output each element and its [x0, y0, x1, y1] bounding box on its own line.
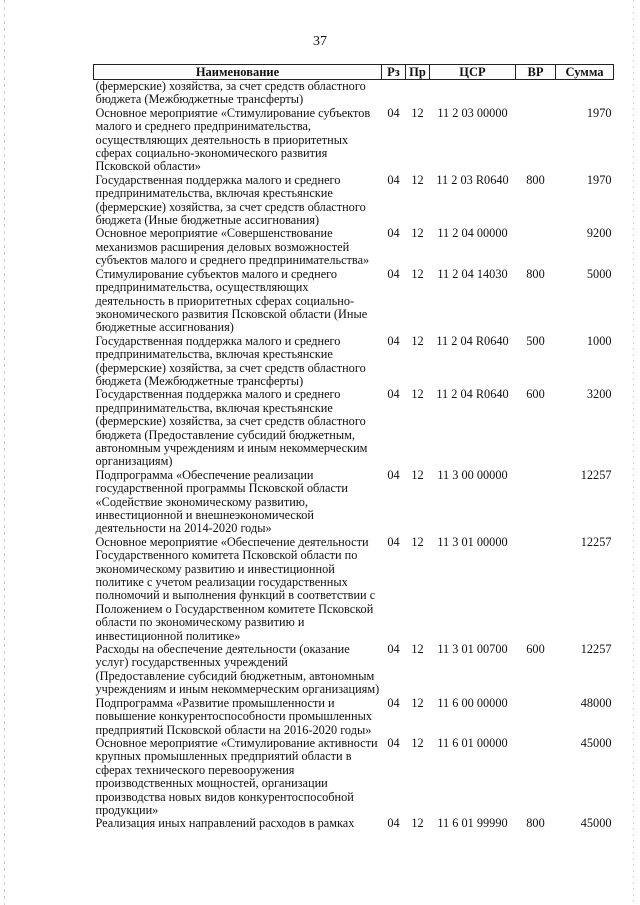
row-csr: 11 2 04 00000 — [437, 226, 508, 241]
row-csr: 11 3 01 00000 — [437, 534, 508, 549]
row-pr: 12 — [411, 735, 424, 750]
row-csr: 11 6 00 00000 — [437, 695, 508, 710]
row-name: Основное мероприятие «Стимулирование активности крупных промышленных предприятий области в сферах технического перевооружения производственных мощностей, организации производства новых видов конкурентоспособной продукции» — [95, 735, 378, 817]
table-row — [94, 80, 614, 107]
row-csr: 11 3 00 00000 — [437, 467, 508, 482]
row-csr: 11 6 01 00000 — [437, 735, 508, 750]
row-sum: 12257 — [580, 642, 612, 657]
row-vr — [516, 737, 556, 817]
row-vr: 800 — [526, 266, 545, 281]
row-csr: 11 2 04 R0640 — [436, 387, 509, 402]
row-name: Государственная поддержка малого и среднего предпринимательства, включая крестьянские (фермерские) хозяйства, за счет средств областного бюджета (Иные бюджетные ассигнования) — [95, 172, 366, 228]
table-row — [94, 335, 614, 389]
row-vr: 600 — [526, 387, 545, 402]
row-rz: 04 — [387, 735, 400, 750]
row-csr — [430, 80, 516, 107]
table-row — [94, 227, 614, 267]
row-rz: 04 — [387, 534, 400, 549]
row-pr: 12 — [411, 642, 424, 657]
row-rz: 04 — [387, 467, 400, 482]
row-csr: 11 2 04 R0640 — [436, 333, 509, 348]
row-name: Государственная поддержка малого и среднего предпринимательства, включая крестьянские (фермерские) хозяйства, за счет средств областного бюджета (Предоставление субсидий бюджетным, автономным учреждениям и иным некоммерческим организациям) — [95, 387, 368, 469]
row-vr — [516, 536, 556, 643]
row-sum: 9200 — [586, 226, 612, 241]
row-pr: 12 — [411, 226, 424, 241]
row-rz — [382, 80, 406, 107]
row-rz: 04 — [387, 105, 400, 120]
header-name: Наименование — [94, 65, 382, 80]
row-csr: 11 6 01 99990 — [437, 816, 508, 831]
header-rz: Рз — [382, 65, 406, 80]
row-vr — [516, 469, 556, 536]
row-name: Основное мероприятие «Обеспечение деятельности Государственного комитета Псковской области по экономическому развитию и инвестиционной политике с учетом реализации государственных полномочий и выполнения функций в соответствии с Положением о Государственном комитете Псковской области по экономическому развитию и инвестиционной политике» — [95, 534, 376, 643]
row-name: Основное мероприятие «Совершенствование механизмов расширения деловых возможностей субъектов малого и среднего предпринимательства» — [95, 226, 370, 268]
row-pr: 12 — [411, 387, 424, 402]
table-row — [94, 469, 614, 536]
table-row — [94, 643, 614, 697]
row-rz: 04 — [387, 172, 400, 187]
row-vr: 600 — [526, 642, 545, 657]
row-vr — [516, 227, 556, 267]
row-csr: 11 3 01 00700 — [437, 642, 508, 657]
table-header-row — [94, 65, 614, 80]
row-pr: 12 — [411, 172, 424, 187]
row-vr: 800 — [526, 172, 545, 187]
row-pr: 12 — [411, 534, 424, 549]
row-rz: 04 — [387, 642, 400, 657]
row-pr: 12 — [411, 105, 424, 120]
header-csr: ЦСР — [430, 65, 516, 80]
row-pr — [406, 80, 430, 107]
row-vr — [516, 697, 556, 737]
row-name: Подпрограмма «Развитие промышленности и повышение конкурентоспособности промышленных предприятий Псковской области на 2016-2020 годы» — [95, 695, 372, 737]
row-name: Основное мероприятие «Стимулирование субъектов малого и среднего предпринимательства, осуществляющих деятельность в приоритетных сферах социально-экономического развития Псковской области» — [95, 105, 371, 174]
row-pr: 12 — [411, 816, 424, 831]
row-pr: 12 — [411, 695, 424, 710]
table-row — [94, 817, 614, 830]
row-rz: 04 — [387, 695, 400, 710]
row-name: Реализация иных направлений расходов в рамках — [95, 816, 355, 831]
row-name: Государственная поддержка малого и среднего предпринимательства, включая крестьянские (фермерские) хозяйства, за счет средств областного бюджета (Межбюджетные трансферты) — [95, 333, 366, 388]
row-sum: 1970 — [586, 105, 612, 120]
table-row — [94, 107, 614, 174]
header-vr: ВР — [516, 65, 556, 80]
table-row — [94, 737, 614, 817]
row-rz: 04 — [387, 387, 400, 402]
row-pr: 12 — [411, 333, 424, 348]
table-row — [94, 388, 614, 468]
table-row — [94, 174, 614, 228]
row-vr: 500 — [526, 333, 545, 348]
row-name: Расходы на обеспечение деятельности (оказание услуг) государственных учреждений (Предоставление субсидий бюджетным, автономным учреждениям и иным некоммерческим организациям) — [95, 642, 380, 697]
row-name: Стимулирование субъектов малого и среднего предпринимательства, осуществляющих деятельность в приоритетных сферах социально-экономического развития Псковской области (Иные бюджетные ассигнования) — [95, 266, 368, 335]
row-rz: 04 — [387, 226, 400, 241]
row-csr: 11 2 04 14030 — [437, 266, 508, 281]
row-vr — [516, 107, 556, 174]
row-vr: 800 — [526, 816, 545, 831]
row-sum: 12257 — [580, 467, 612, 482]
row-sum: 5000 — [586, 266, 612, 281]
header-sum: Сумма — [556, 65, 614, 80]
row-rz: 04 — [387, 816, 400, 831]
row-sum: 48000 — [580, 695, 612, 710]
row-vr — [516, 80, 556, 107]
page-number: 37 — [313, 34, 327, 49]
row-sum: 1000 — [586, 333, 612, 348]
scan-edge-right — [633, 0, 634, 905]
row-pr: 12 — [411, 266, 424, 281]
row-csr: 11 2 03 00000 — [437, 105, 508, 120]
row-name: (фермерские) хозяйства, за счет средств областного бюджета (Межбюджетные трансферты) — [95, 79, 366, 107]
row-sum: 12257 — [580, 534, 612, 549]
header-pr: Пр — [406, 65, 430, 80]
table-row — [94, 536, 614, 643]
row-csr: 11 2 03 R0640 — [436, 172, 509, 187]
table-row — [94, 697, 614, 737]
row-pr: 12 — [411, 467, 424, 482]
row-sum — [556, 80, 614, 107]
scan-edge-left — [4, 0, 5, 905]
table-row — [94, 268, 614, 335]
row-name: Подпрограмма «Обеспечение реализации государственной программы Псковской области «Содействие экономическому развитию, инвестиционной и внешнеэкономической деятельности на 2014-2020 годы» — [95, 467, 348, 536]
row-sum: 45000 — [580, 816, 612, 831]
row-sum: 45000 — [580, 735, 612, 750]
row-rz: 04 — [387, 333, 400, 348]
row-sum: 3200 — [586, 387, 612, 402]
budget-table — [93, 64, 614, 831]
row-sum: 1970 — [586, 172, 612, 187]
row-rz: 04 — [387, 266, 400, 281]
